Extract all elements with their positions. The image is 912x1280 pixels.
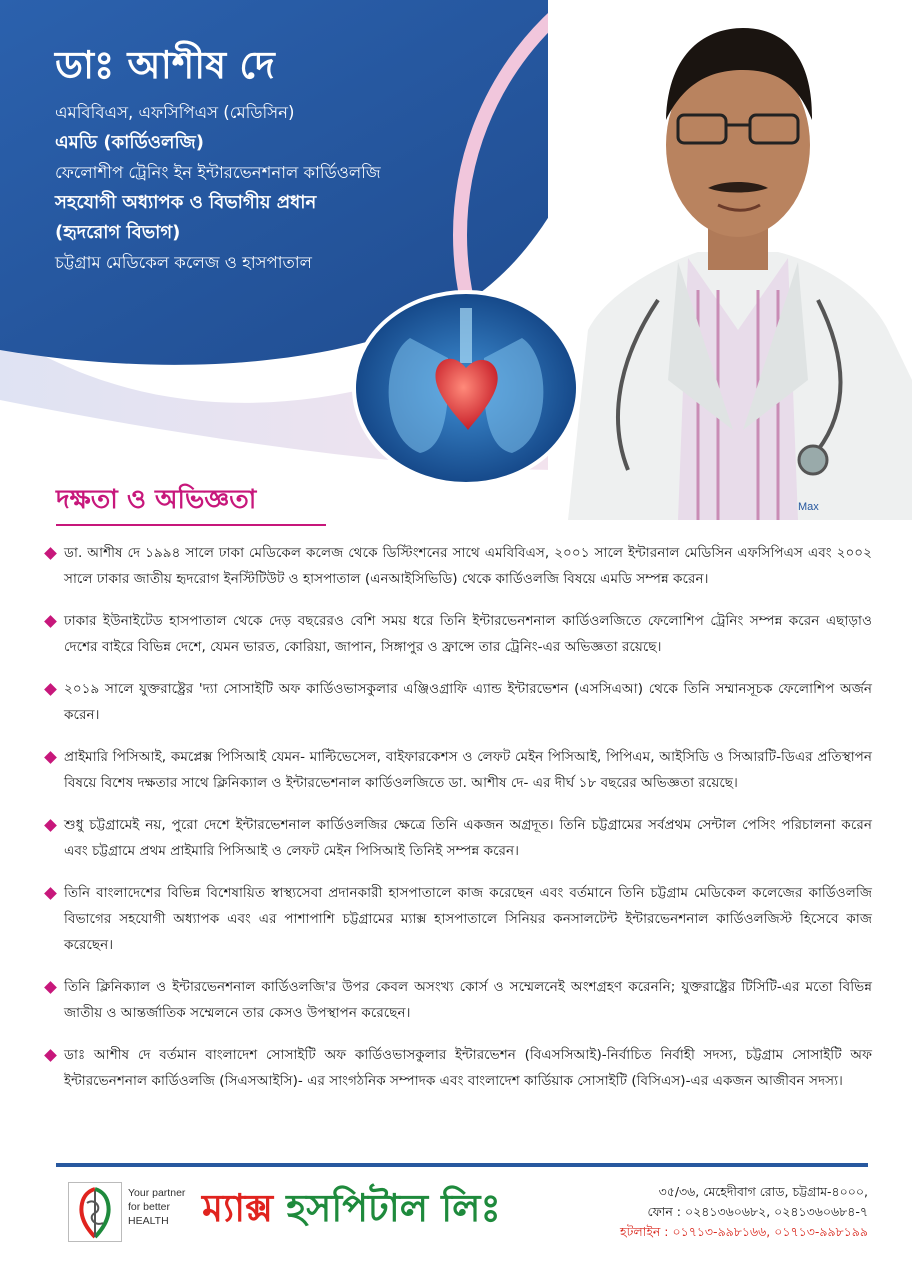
list-item-text: তিনি বাংলাদেশের বিভিন্ন বিশেষায়িত স্বাস্থ্যসেবা প্রদানকারী হাসপাতালে কাজ করেছেন এবং বর্তমানে তিনি চট্টগ্রাম মেডিকেল কলেজের কার্ডিওলজি বিভাগের সহযোগী অধ্যাপক এবং এর পাশাপাশি চট্টগ্রামের ম্যাক্স হাসপাতালে সিনিয়র কনসালটেন্ট ইন্টারভেনশনাল কার্ডিওলজিস্ট হিসেবে কাজ করেছেন। — [64, 885, 872, 953]
fellowship-line: ফেলোশীপ ট্রেনিং ইন ইন্টারভেনশনাল কার্ডিওলজি — [55, 163, 381, 182]
contact-info — [620, 1182, 868, 1242]
tagline — [128, 1186, 185, 1228]
phone-text: ফোন : ০২৪১৩৬০৬৮২, ০২৪১৩৬০৬৮৪-৭ — [647, 1204, 868, 1219]
list-item — [44, 880, 872, 958]
experience-list — [44, 540, 872, 1110]
max-hospital-logo — [68, 1182, 122, 1242]
footer — [56, 1172, 868, 1268]
diamond-bullet-icon — [44, 547, 57, 560]
footer-divider — [56, 1163, 868, 1167]
svg-text:Max: Max — [798, 501, 819, 513]
list-item — [44, 676, 872, 728]
header-banner — [0, 0, 912, 520]
list-item — [44, 812, 872, 864]
caduceus-icon — [69, 1183, 121, 1241]
diamond-bullet-icon — [44, 683, 57, 696]
list-item-text: তিনি ক্লিনিক্যাল ও ইন্টারভেনশনাল কার্ডিওলজি'র উপর কেবল অসংখ্য কোর্স ও সম্মেলনেই অংশগ্রহণ করেননি; যুক্তরাষ্ট্রের টিসিটি-এর মতো বিভিন্ন জাতীয় ও আন্তর্জাতিক সম্মেলনে তার কেসও উপস্থাপন করেছেন। — [64, 979, 872, 1021]
list-item — [44, 744, 872, 796]
list-item-text: ২০১৯ সালে যুক্তরাষ্ট্রের 'দ্যা সোসাইটি অফ কার্ডিওভাসকুলার এঞ্জিওগ্রাফি এ্যান্ড ইন্টারভেশন (এসসিএআ) থেকে তিনি সম্মানসূচক ফেলোশিপ অর্জন করেন। — [64, 681, 872, 723]
doctor-name: ডাঃ আশীষ দে — [55, 43, 275, 87]
section-heading — [56, 480, 326, 526]
list-item — [44, 608, 872, 660]
diamond-bullet-icon — [44, 1049, 57, 1062]
md-line: এমডি (কার্ডিওলজি) — [55, 132, 204, 153]
list-item — [44, 1042, 872, 1094]
position-line: সহযোগী অধ্যাপক ও বিভাগীয় প্রধান — [55, 192, 317, 213]
diamond-bullet-icon — [44, 751, 57, 764]
doctor-portrait — [548, 0, 912, 520]
list-item — [44, 974, 872, 1026]
list-item-text: প্রাইমারি পিসিআই, কমপ্লেক্স পিসিআই যেমন- মাল্টিভেসেল, বাইফারকেশস ও লেফট মেইন পিসিআই, পিপিএম, আইসিডি ও সিআরটি-ডিএর প্রতিস্থাপন বিষয়ে বিশেষ দক্ষতার সাথে ক্লিনিক্যাল ও ইন্টারভেশনাল কার্ডিওলজিতে ডা. আশীষ দে- এর দীর্ঘ ১৮ বছরের অভিজ্ঞতা রয়েছে। — [64, 749, 872, 791]
brand-name-max: ম্যাক্স — [202, 1186, 274, 1230]
list-item-text: ঢাকার ইউনাইটেড হাসপাতাল থেকে দেড় বছরেরও বেশি সময় ধরে তিনি ইন্টারভেনশনাল কার্ডিওলজিতে ফেলোশিপ ট্রেনিং সম্পন্ন করেন এছাড়াও দেশের বাইরে বিভিন্ন দেশে, যেমন ভারত, কোরিয়া, জাপান, সিঙ্গাপুর ও ফ্রান্সে তার ট্রেনিং-এর অভিজ্ঞতা রয়েছে। — [64, 613, 872, 655]
diamond-bullet-icon — [44, 819, 57, 832]
degree-line: এমবিবিএস, এফসিপিএস (মেডিসিন) — [55, 103, 295, 122]
diamond-bullet-icon — [44, 981, 57, 994]
hospital-brand-name — [202, 1178, 501, 1238]
tagline-line-3: HEALTH — [128, 1215, 169, 1227]
institution-line: চট্টগ্রাম মেডিকেল কলেজ ও হাসপাতাল — [55, 253, 312, 272]
section-underline — [56, 524, 326, 526]
list-item-text: ডাঃ আশীষ দে বর্তমান বাংলাদেশ সোসাইটি অফ কার্ডিওভাসকুলার ইন্টারভেশন (বিএসসিআই)-নির্বাচিত নির্বাহী সদস্য, চট্টগ্রাম সোসাইটি অফ ইন্টারভেনশনাল কার্ডিওলজি (সিএসআইসি)- এর সাংগঠনিক সম্পাদক এবং বাংলাদেশ কার্ডিয়াক সোসাইটি (বিসিএস)-এর একজন আজীবন সদস্য। — [64, 1047, 872, 1089]
section-title: দক্ষতা ও অভিজ্ঞতা — [56, 485, 257, 515]
list-item-text: ডা. আশীষ দে ১৯৯৪ সালে ঢাকা মেডিকেল কলেজ থেকে ডিস্টিংশনের সাথে এমবিবিএস, ২০০১ সালে ইন্টারনাল মেডিসিন এফসিপিএস এবং ২০০২ সালে ঢাকার জাতীয় হৃদরোগ ইনস্টিটিউট ও হাসপাতাল (এনআইসিভিডি) থেকে কার্ডিওলজি বিষয়ে এমডি সম্পন্ন করেন। — [64, 545, 872, 587]
doctor-info — [55, 40, 495, 278]
list-item — [44, 540, 872, 592]
list-item-text: শুধু চট্টগ্রামেই নয়, পুরো দেশে ইন্টারভেশনাল কার্ডিওলজির ক্ষেত্রে তিনি একজন অগ্রদূত। তিনি চট্টগ্রামের সর্বপ্রথম সেন্টাল পেসিং পরিচালনা করেন এবং চট্টগ্রামে প্রথম প্রাইমারি পিসিআই ও লেফট মেইন পিসিআই তিনিই সম্পন্ন করেন। — [64, 817, 872, 859]
diamond-bullet-icon — [44, 887, 57, 900]
department-line: (হৃদরোগ বিভাগ) — [55, 222, 181, 243]
heart-lungs-illustration — [350, 288, 582, 488]
address-text: ৩৫/৩৬, মেহেদীবাগ রোড, চট্টগ্রাম-৪০০০, — [658, 1184, 868, 1199]
tagline-line-1: Your partner — [128, 1187, 186, 1199]
brand-name-hospital: হসপিটাল লিঃ — [286, 1186, 501, 1230]
diamond-bullet-icon — [44, 615, 57, 628]
tagline-line-2: for better — [128, 1201, 171, 1213]
hotline-text: হটলাইন : ০১৭১৩-৯৯৮১৬৬, ০১৭১৩-৯৯৮১৯৯ — [620, 1224, 868, 1239]
